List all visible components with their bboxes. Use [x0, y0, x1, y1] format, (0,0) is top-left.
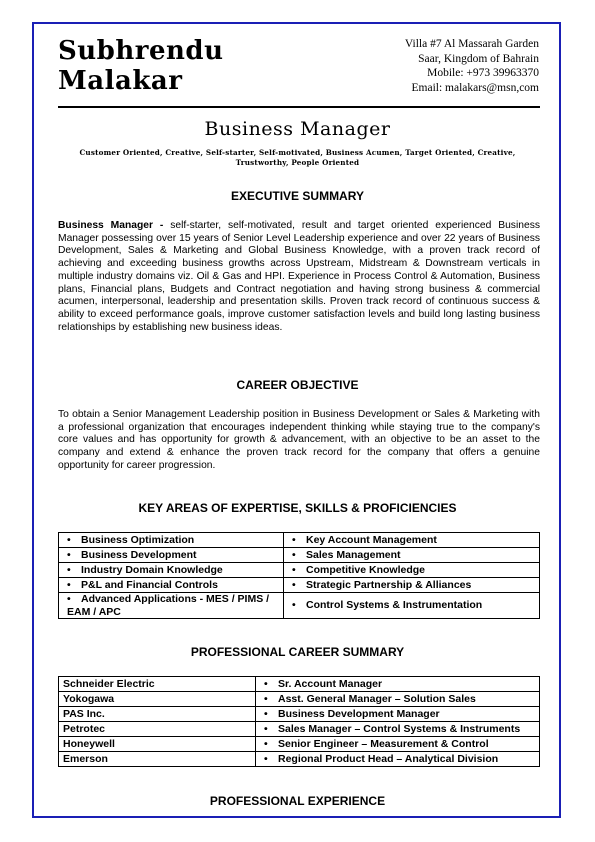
professional-experience-heading: PROFESSIONAL EXPERIENCE — [209, 794, 386, 808]
company-cell: Petrotec — [59, 722, 256, 737]
mobile: Mobile: +973 39963370 — [427, 67, 539, 79]
table-row — [59, 533, 540, 548]
skill-cell: • Competitive Knowledge — [284, 563, 540, 578]
tagline: Customer Oriented, Creative, Self-starter, Self-motivated, Business Acumen, Target Oriented, Creative, Trustworthy, People Oriented — [79, 148, 516, 167]
table-row — [59, 548, 540, 563]
address-line-2: Saar, Kingdom of Bahrain — [418, 52, 539, 65]
table-row — [59, 593, 540, 619]
executive-summary-lead: Business Manager - — [58, 220, 164, 231]
company-cell: Yokogawa — [59, 692, 256, 707]
company-cell: Honeywell — [59, 737, 256, 752]
position-cell: • Business Development Manager — [256, 707, 540, 722]
email: Email: malakars@msn,com — [411, 81, 539, 94]
company-cell: Emerson — [59, 752, 256, 767]
position-cell: • Asst. General Manager – Solution Sales — [256, 692, 540, 707]
position-cell: • Sales Manager – Control Systems & Instruments — [256, 722, 540, 737]
table-row — [59, 563, 540, 578]
table-row — [59, 737, 540, 752]
executive-summary-heading: EXECUTIVE SUMMARY — [231, 189, 364, 203]
job-title: Business Manager — [204, 118, 391, 140]
company-cell: PAS Inc. — [59, 707, 256, 722]
expertise-table — [58, 532, 540, 619]
skill-cell: • Business Development — [59, 548, 284, 563]
career-objective-text: To obtain a Senior Management Leadership position in Business Development or Sales & Marketing with a professional organization that encourages independent thinking while staying true to the company's core values and has opportunity for growth & advancement, with an objective to be an asset to the company and extend & enhance the proven track record for the company that offers a genuine opportunity for career progression. — [58, 409, 540, 471]
table-row — [59, 677, 540, 692]
skill-cell: • Business Optimization — [59, 533, 284, 548]
contact-block — [405, 37, 539, 95]
table-row — [59, 578, 540, 593]
executive-summary-body: self-starter, self-motivated, result and target oriented experienced Business Manager possessing over 15 years of Senior Level Leadership experience and over 22 years of Business Development, Sales & Marketing and Global Business Knowledge, with a proven track record of achieving and exceeding business growths across Upstream, Midstream & Downstream verticals in multiple industry domains viz. Oil & Gas and HPI. Experience in Process Control & Automation, Business plans, Financial plans, Budgets and Contract negotiation and having strong business & commercial acumen, interpersonal, leadership and presentation skills. Proven track record of continuous success & ability to exceed performance goals, improve customer satisfaction levels and build long lasting business relationships by establishing new business ideas. — [58, 220, 540, 333]
company-cell: Schneider Electric — [59, 677, 256, 692]
career-summary-heading: PROFESSIONAL CAREER SUMMARY — [190, 645, 405, 659]
address-line-1: Villa #7 Al Massarah Garden — [404, 38, 539, 50]
table-row — [59, 722, 540, 737]
skill-cell: • Strategic Partnership & Alliances — [284, 578, 540, 593]
table-row — [59, 707, 540, 722]
table-row — [59, 692, 540, 707]
position-cell: • Senior Engineer – Measurement & Control — [256, 737, 540, 752]
expertise-heading: KEY AREAS OF EXPERTISE, SKILLS & PROFICIENCIES — [138, 501, 457, 515]
last-name: Malakar — [58, 66, 183, 96]
skill-cell: • Sales Management — [284, 548, 540, 563]
career-summary-table — [58, 676, 540, 767]
executive-summary-text — [58, 220, 540, 334]
skill-cell: • P&L and Financial Controls — [59, 578, 284, 593]
skill-cell: • Advanced Applications - MES / PIMS / EAM / APC — [59, 593, 284, 619]
position-cell: • Regional Product Head – Analytical Division — [256, 752, 540, 767]
candidate-name — [58, 36, 224, 96]
skill-cell: • Control Systems & Instrumentation — [284, 593, 540, 619]
first-name: Subhrendu — [58, 36, 224, 66]
skill-cell: • Key Account Management — [284, 533, 540, 548]
position-cell: • Sr. Account Manager — [256, 677, 540, 692]
skill-cell: • Industry Domain Knowledge — [59, 563, 284, 578]
career-objective-heading: CAREER OBJECTIVE — [236, 378, 359, 392]
table-row — [59, 752, 540, 767]
header-divider — [58, 106, 540, 108]
